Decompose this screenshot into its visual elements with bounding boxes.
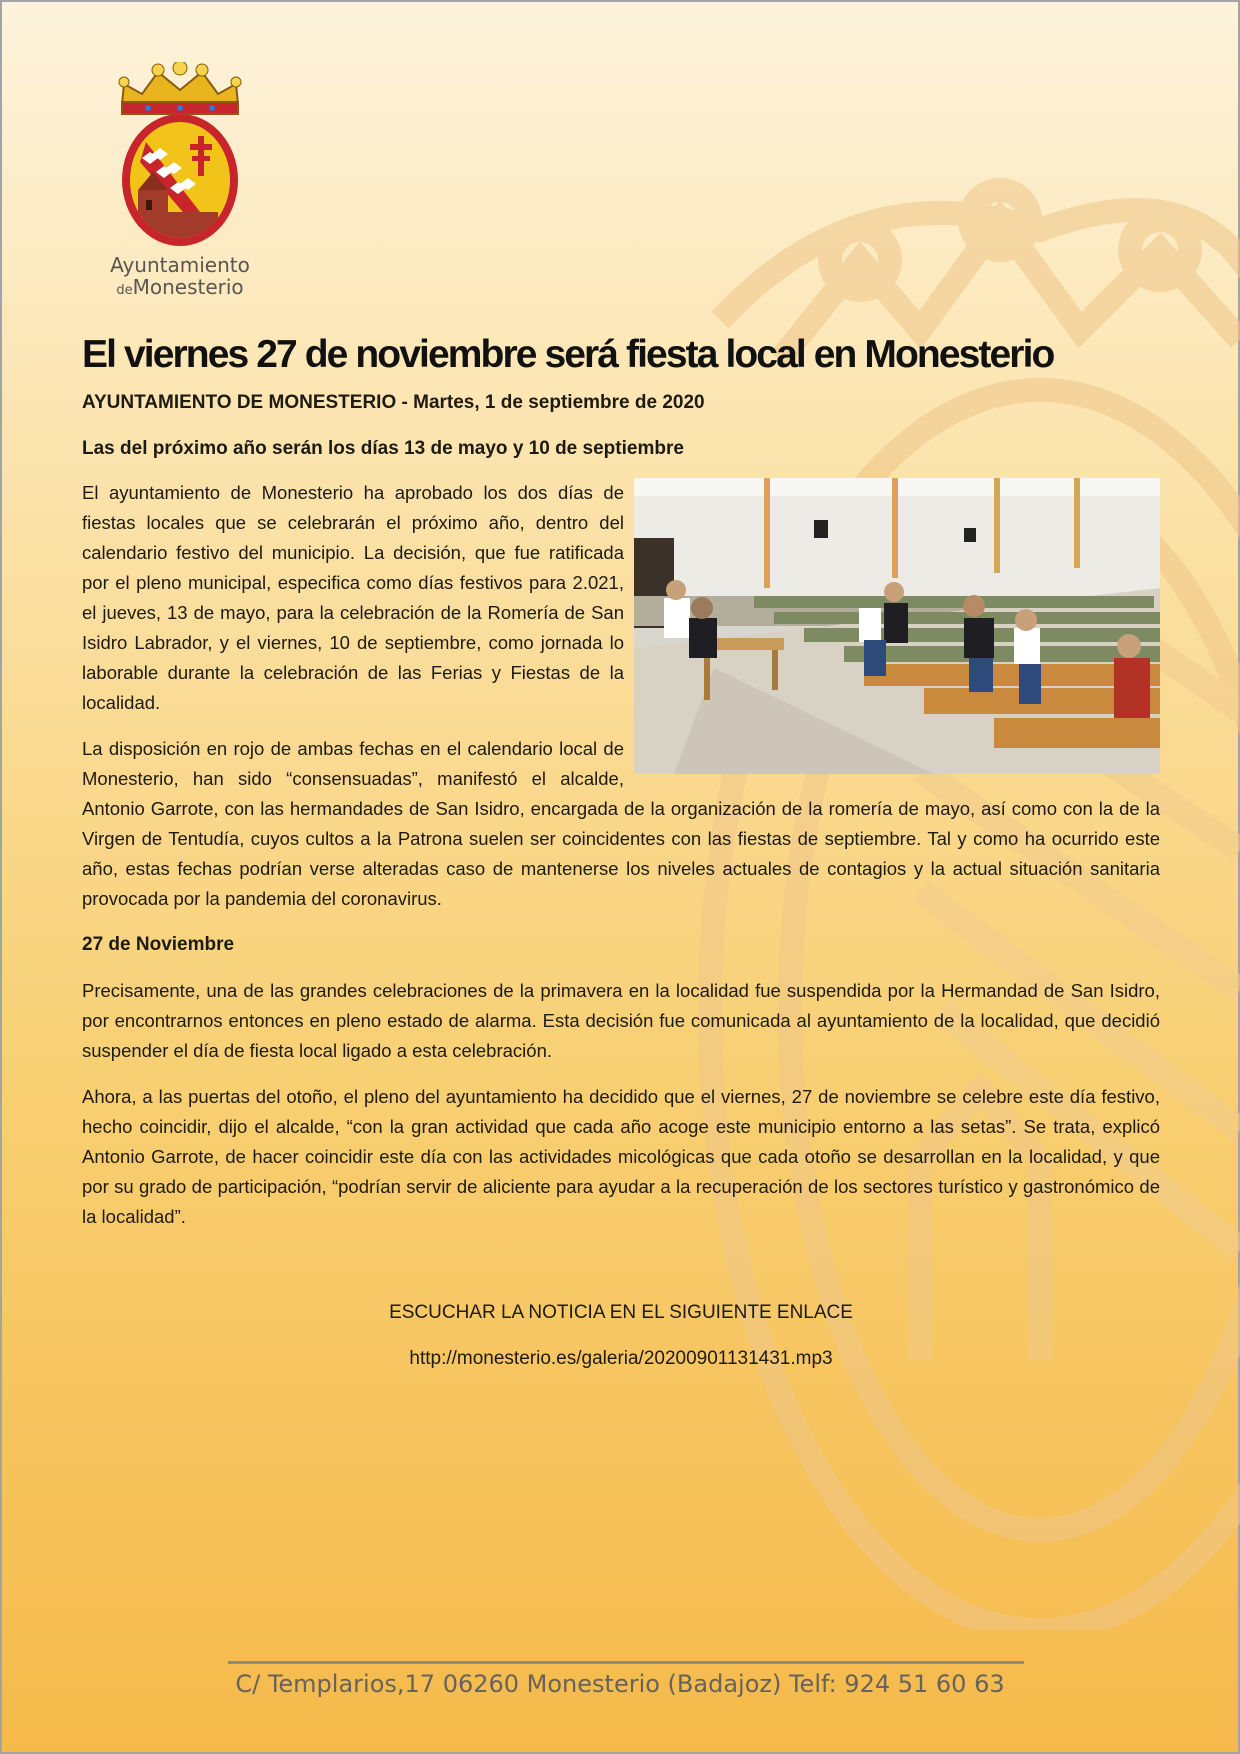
section-paragraph-2: Ahora, a las puertas del otoño, el pleno del ayuntamiento ha decidido que el viernes, 27 de noviembre se celebre este día festivo, hecho coincidir, dijo el alcalde, “con la gran actividad que cada año acoge este municipio entorno a las setas”. Se trata, explicó Antonio Garrote, de hacer coincidir este día con las actividades micológicas que cada otoño se desarrollan en la localidad, y que por su grado de participación, “podrían servir de aliciente para ayudar a la recuperación de los sectores turístico y gastronómico de la localidad”. xyxy=(82,1086,1160,1227)
auditorium-photo-illustration xyxy=(634,478,1160,774)
article-title: El viernes 27 de noviembre será fiesta local en Monesterio xyxy=(82,333,1054,376)
article-byline: AYUNTAMIENTO DE MONESTERIO - Martes, 1 de septiembre de 2020 xyxy=(82,392,705,413)
audio-link-url[interactable]: http://monesterio.es/galeria/20200901131431.mp3 xyxy=(409,1348,833,1369)
article-paragraph-1: El ayuntamiento de Monesterio ha aprobado los dos días de fiestas locales que se celebrarán el próximo año, dentro del calendario festivo del municipio. La decisión, que fue ratificada por el pleno municipal, especifica como días festivos para 2.021, el jueves, 13 de mayo, para la celebración de la Romería de San Isidro Labrador, y el viernes, 10 de septiembre, como jornada lo laborable durante la celebración de las Ferias y Fiestas de la localidad. xyxy=(82,482,624,713)
logo-line-2 xyxy=(100,276,260,302)
logo-wordmark xyxy=(100,254,260,302)
logo-line-2-small: de xyxy=(116,283,133,298)
section-heading: 27 de Noviembre xyxy=(82,934,235,955)
logo-line-2-main: Monesterio xyxy=(132,275,244,299)
article xyxy=(82,328,1160,1232)
meeting-photo xyxy=(634,478,1160,774)
section-paragraph-1: Precisamente, una de las grandes celebraciones de la primavera en la localidad fue suspendida por la Hermandad de San Isidro, por encontrarnos entonces en pleno estado de alarma. Esta decisión fue comunicada al ayuntamiento de la localidad, que decidió suspender el día de fiesta local ligado a esta celebración. xyxy=(82,980,1160,1061)
logo-line-1: Ayuntamiento xyxy=(110,253,250,277)
article-paragraph-2: La disposición en rojo de ambas fechas en el calendario local de Monesterio, han sido “consensuadas”, manifestó el alcalde, Antonio Garrote, con las hermandades de San Isidro, encargada de la organización de la romería de mayo, así como con la de la Virgen de Tentudía, cuyos cultos a la Patrona suelen ser coincidentes con las fiestas de septiembre. Tal y como ha ocurrido este año, estas fechas podrían verse alteradas caso de mantenerse los niveles actuales de contagios y la actual situación sanitaria provocada por la pandemia del coronavirus. xyxy=(82,738,1160,909)
footer-address: C/ Templarios,17 06260 Monesterio (Badajoz) Telf: 924 51 60 63 xyxy=(235,1670,1005,1698)
municipal-logo xyxy=(100,62,260,302)
coat-of-arms-icon xyxy=(100,62,260,252)
article-subtitle: Las del próximo año serán los días 13 de mayo y 10 de septiembre xyxy=(82,438,684,459)
audio-link-block xyxy=(82,1298,1160,1374)
audio-link-label: ESCUCHAR LA NOTICIA EN EL SIGUIENTE ENLACE xyxy=(389,1302,853,1323)
